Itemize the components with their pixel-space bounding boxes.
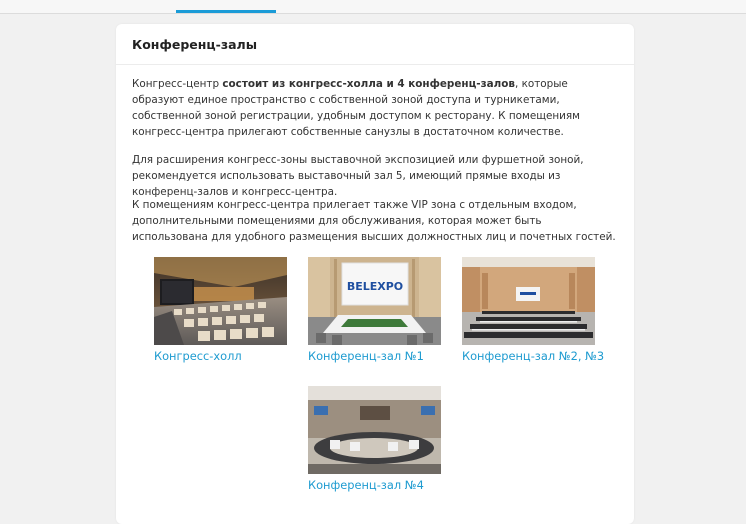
intro-text-start: Конгресс-центр: [132, 78, 223, 90]
section-title: Конференц-залы: [132, 37, 257, 52]
congress-hall-link[interactable]: Конгресс-холл: [154, 349, 242, 363]
top-tab-bar: [0, 0, 746, 14]
gallery-item-conference-hall-2-3[interactable]: [462, 257, 605, 363]
intro-text-bold: состоит из конгресс-холла и 4 конференц-залов: [222, 78, 515, 90]
conference-halls-card: [116, 24, 634, 524]
gallery-item-conference-hall-4[interactable]: [308, 386, 442, 492]
expansion-paragraph: Для расширения конгресс-зоны выставочной экспозицией или фуршетной зоной, рекомендуется использовать выставочный зал 5, имеющий прямые входы из конференц-залов и конгресс-центра.: [132, 154, 584, 198]
active-tab-indicator: [176, 10, 276, 13]
conference-hall-1-link[interactable]: Конференц-зал №1: [308, 349, 424, 363]
congress-hall-photo[interactable]: [154, 257, 287, 345]
conference-hall-2-3-photo[interactable]: [462, 257, 595, 345]
belexpo-screen-logo: BELEXPO: [346, 280, 404, 293]
conference-hall-2-3-link[interactable]: Конференц-зал №2, №3: [462, 349, 605, 363]
vip-paragraph: К помещениям конгресс-центра прилегает также VIP зона с отдельным входом, дополнительными помещениями для обслуживания, которая может быть использована для удобного размещения высших должностных лиц и почетных гостей.: [132, 199, 616, 243]
conference-hall-1-photo[interactable]: [308, 257, 441, 345]
conference-hall-4-link[interactable]: Конференц-зал №4: [308, 478, 424, 492]
gallery-item-congress-hall[interactable]: [154, 257, 288, 363]
conference-hall-4-photo[interactable]: [308, 386, 441, 474]
intro-text-end: , которые образуют единое пространство с собственной зоной доступа и турникетами, собственной зоной регистрации, удобным доступом к ресторану. К помещениям конгресс-центра прилегают собственные санузлы в достаточном количестве.: [132, 78, 581, 138]
gallery-item-conference-hall-1[interactable]: [308, 257, 442, 363]
title-divider: [116, 64, 634, 65]
intro-paragraph: [132, 76, 618, 140]
